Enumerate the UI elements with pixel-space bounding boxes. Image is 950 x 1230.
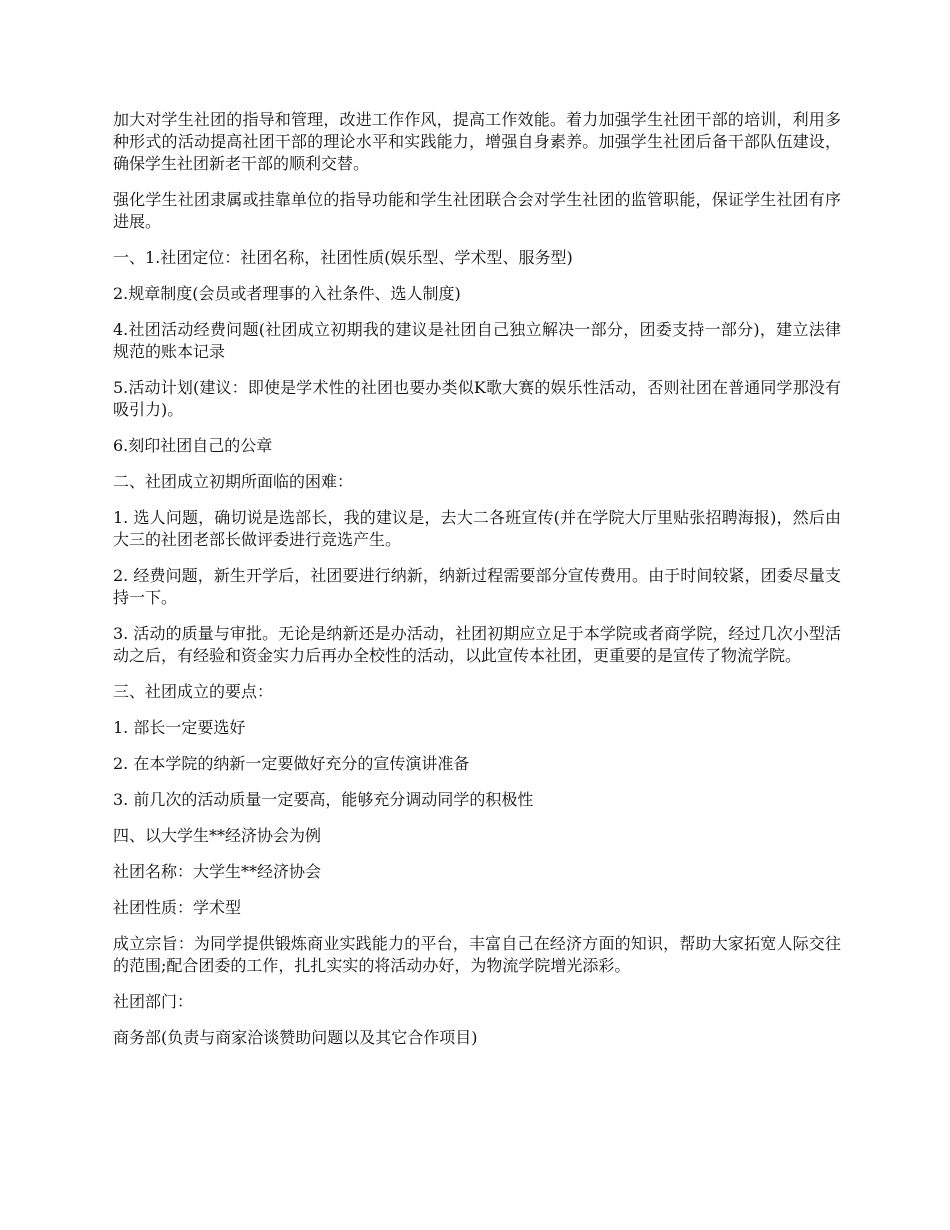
paragraph-section-2-heading: 二、社团成立初期所面临的困难： — [113, 472, 354, 491]
paragraph-point-1: 1. 部长一定要选好 — [113, 718, 246, 737]
paragraph-section-1-positioning: 一、1.社团定位：社团名称，社团性质(娱乐型、学术型、服务型) — [113, 248, 573, 267]
paragraph-selection: 1. 选人问题，确切说是选部长，我的建议是，去大二各班宣传(并在学院大厅里贴张招聘海报)，然后由大三的社团老部长做评委进行竞选产生。 — [113, 508, 841, 549]
paragraph-business-department: 商务部(负责与商家洽谈赞助问题以及其它合作项目) — [113, 1028, 478, 1047]
paragraph-club-purpose: 成立宗旨：为同学提供锻炼商业实践能力的平台，丰富自己在经济方面的知识，帮助大家拓宽人际交往的范围;配合团委的工作，扎扎实实的将活动办好，为物流学院增光添彩。 — [113, 934, 841, 975]
paragraph-point-2: 2. 在本学院的纳新一定要做好充分的宣传演讲准备 — [113, 754, 470, 773]
paragraph-funding: 4.社团活动经费问题(社团成立初期我的建议是社团自己独立解决一部分，团委支持一部分)，建立法律规范的账本记录 — [113, 320, 841, 361]
paragraph-seal: 6.刻印社团自己的公章 — [113, 436, 273, 455]
paragraph-club-name: 社团名称：大学生**经济协会 — [113, 862, 322, 881]
paragraph-section-4-heading: 四、以大学生**经济协会为例 — [113, 826, 322, 845]
document-body — [113, 109, 841, 1063]
paragraph-section-3-heading: 三、社团成立的要点： — [113, 682, 274, 701]
paragraph-quality: 3. 活动的质量与审批。无论是纳新还是办活动，社团初期应立足于本学院或者商学院，经过几次小型活动之后，有经验和资金实力后再办全校性的活动，以此宣传本社团，更重要的是宣传了物流学院。 — [113, 624, 841, 665]
paragraph-club-departments: 社团部门： — [113, 992, 194, 1011]
paragraph-rules: 2.规章制度(会员或者理事的入社条件、选人制度) — [113, 284, 461, 303]
paragraph-club-type: 社团性质：学术型 — [113, 898, 242, 917]
paragraph-activity-plan: 5.活动计划(建议：即使是学术性的社团也要办类似K歌大赛的娱乐性活动，否则社团在普通同学那没有吸引力)。 — [113, 378, 841, 419]
paragraph-point-3: 3. 前几次的活动质量一定要高，能够充分调动同学的积极性 — [113, 790, 534, 809]
paragraph-guidance: 加大对学生社团的指导和管理，改进工作作风，提高工作效能。着力加强学生社团干部的培训，利用多种形式的活动提高社团干部的理论水平和实践能力，增强自身素养。加强学生社团后备干部队伍建设，确保学生社团新老干部的顺利交替。 — [113, 110, 841, 173]
paragraph-expenses: 2. 经费问题，新生开学后，社团要进行纳新，纳新过程需要部分宣传费用。由于时间较紧，团委尽量支持一下。 — [113, 566, 841, 607]
paragraph-supervision: 强化学生社团隶属或挂靠单位的指导功能和学生社团联合会对学生社团的监管职能，保证学生社团有序进展。 — [113, 190, 841, 231]
